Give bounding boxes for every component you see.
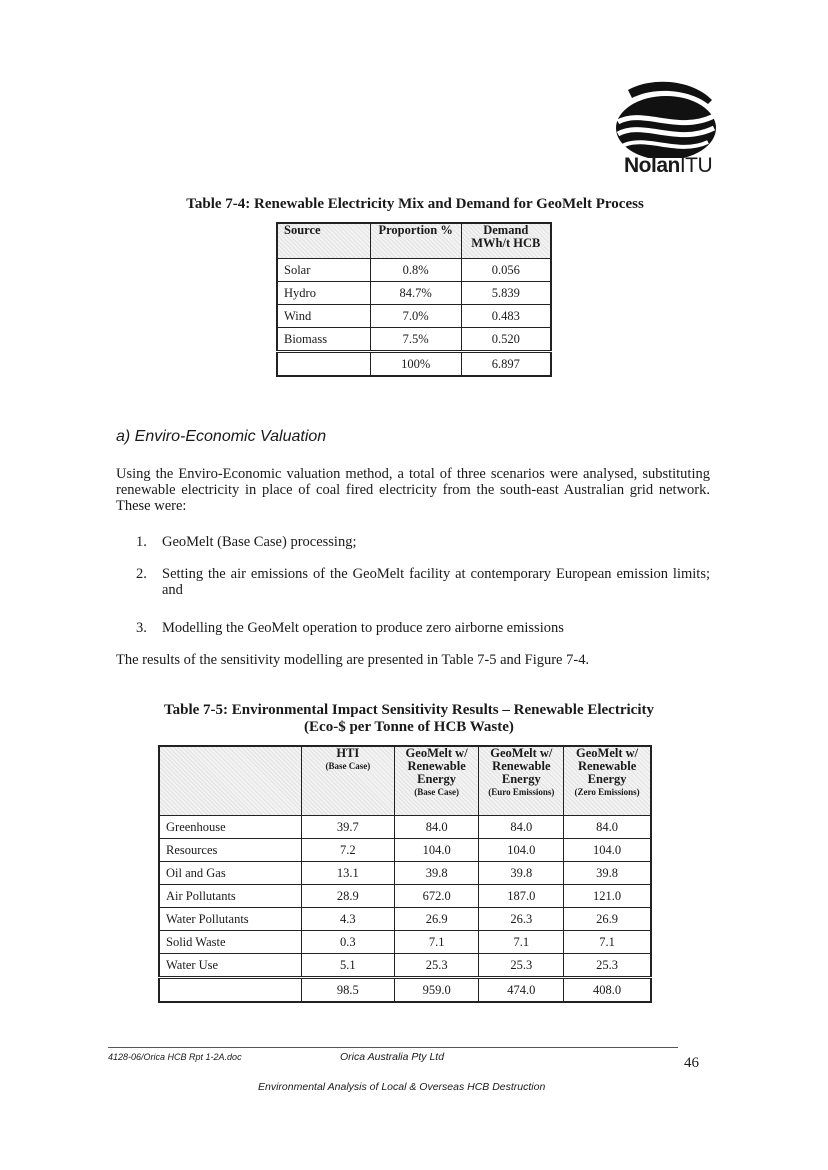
table-cell: 39.8 (479, 862, 564, 885)
table-cell: 98.5 (301, 978, 394, 1003)
col-header: HTI (Base Case) (301, 746, 394, 816)
col-header: Source (277, 223, 370, 259)
table-cell: 0.8% (370, 259, 461, 282)
table-cell: Water Use (159, 954, 301, 978)
table-cell: Oil and Gas (159, 862, 301, 885)
table-cell (159, 978, 301, 1003)
table-row (159, 862, 651, 885)
footer-subtitle: Environmental Analysis of Local & Overseas HCB Destruction (258, 1081, 546, 1093)
table-sensitivity-results (158, 745, 652, 1003)
table-renewable-mix (276, 222, 552, 377)
table-cell: 0.520 (461, 328, 551, 352)
table-row (159, 839, 651, 862)
table-cell: 13.1 (301, 862, 394, 885)
table-cell: Resources (159, 839, 301, 862)
table2-title-line2: (Eco-$ per Tonne of HCB Waste) (304, 719, 514, 735)
list-number: 2. (136, 566, 147, 582)
table-cell: 100% (370, 352, 461, 377)
table-cell: 26.3 (479, 908, 564, 931)
wave-logo-icon (608, 78, 718, 158)
table-cell: 39.7 (301, 816, 394, 839)
table-row (277, 282, 551, 305)
col-header (159, 746, 301, 816)
table-row (159, 931, 651, 954)
intro-paragraph: Using the Enviro-Economic valuation method, a total of three scenarios were analysed, substituting renewable electricity in place of coal fired electricity from the south-east Australian grid network. These were: (116, 466, 710, 514)
table-row (159, 908, 651, 931)
nolan-itu-logo (608, 78, 718, 188)
table-cell (277, 352, 370, 377)
table-cell: 5.839 (461, 282, 551, 305)
table-header-row (159, 746, 651, 816)
col-header: GeoMelt w/ Renewable Energy (Base Case) (394, 746, 479, 816)
col-header: GeoMelt w/ Renewable Energy (Euro Emissions) (479, 746, 564, 816)
table-cell: 26.9 (564, 908, 651, 931)
table-cell: 104.0 (564, 839, 651, 862)
list-item (136, 566, 710, 602)
table-cell: 26.9 (394, 908, 479, 931)
footer-divider (108, 1047, 678, 1048)
footer-filename: 4128-06/Orica HCB Rpt 1-2A.doc (108, 1052, 242, 1062)
table-cell: 0.056 (461, 259, 551, 282)
table-row (277, 305, 551, 328)
table-cell: 84.0 (479, 816, 564, 839)
table-cell: 7.2 (301, 839, 394, 862)
logo-wordmark: NolanITU (624, 154, 713, 177)
table-cell: 7.1 (564, 931, 651, 954)
list-item (136, 620, 710, 638)
table-cell: Solid Waste (159, 931, 301, 954)
table-cell: Solar (277, 259, 370, 282)
list-text: GeoMelt (Base Case) processing; (162, 534, 357, 550)
list-number: 3. (136, 620, 147, 636)
table-cell: 84.0 (394, 816, 479, 839)
table-cell: 5.1 (301, 954, 394, 978)
table2-title (120, 702, 698, 736)
results-sentence: The results of the sensitivity modelling are presented in Table 7-5 and Figure 7-4. (116, 652, 590, 668)
table-cell: 25.3 (479, 954, 564, 978)
table-cell: 0.483 (461, 305, 551, 328)
table-cell: 84.0 (564, 816, 651, 839)
table-cell: Greenhouse (159, 816, 301, 839)
table-cell: 0.3 (301, 931, 394, 954)
table-cell: 187.0 (479, 885, 564, 908)
table-row (277, 259, 551, 282)
table-cell: 28.9 (301, 885, 394, 908)
table-cell: 672.0 (394, 885, 479, 908)
table-cell: 7.5% (370, 328, 461, 352)
table-cell: Biomass (277, 328, 370, 352)
table-cell: 104.0 (394, 839, 479, 862)
table-cell: 7.1 (479, 931, 564, 954)
table-cell: 408.0 (564, 978, 651, 1003)
table-total-row (159, 978, 651, 1003)
table-header-row (277, 223, 551, 259)
table-cell: Hydro (277, 282, 370, 305)
table-cell: Wind (277, 305, 370, 328)
table-row (277, 328, 551, 352)
table1-title: Table 7-4: Renewable Electricity Mix and Demand for GeoMelt Process (186, 196, 644, 212)
table-cell: Water Pollutants (159, 908, 301, 931)
col-header: Demand MWh/t HCB (461, 223, 551, 259)
list-text: Modelling the GeoMelt operation to produce zero airborne emissions (162, 620, 564, 636)
table-cell: 39.8 (564, 862, 651, 885)
table-cell: 39.8 (394, 862, 479, 885)
table-cell: 7.0% (370, 305, 461, 328)
table-cell: 7.1 (394, 931, 479, 954)
col-header: Proportion % (370, 223, 461, 259)
table-cell: 25.3 (564, 954, 651, 978)
table-cell: Air Pollutants (159, 885, 301, 908)
section-heading: a) Enviro-Economic Valuation (116, 428, 327, 445)
table2-title-line1: Table 7-5: Environmental Impact Sensitivity Results – Renewable Electricity (164, 702, 654, 718)
table-total-row (277, 352, 551, 377)
list-text: Setting the air emissions of the GeoMelt facility at contemporary European emission limits; and (162, 566, 710, 598)
table-row (159, 816, 651, 839)
table-cell: 104.0 (479, 839, 564, 862)
table-cell: 6.897 (461, 352, 551, 377)
table-cell: 121.0 (564, 885, 651, 908)
col-header: GeoMelt w/ Renewable Energy (Zero Emissions) (564, 746, 651, 816)
table-row (159, 885, 651, 908)
list-number: 1. (136, 534, 147, 550)
table-cell: 959.0 (394, 978, 479, 1003)
table-cell: 25.3 (394, 954, 479, 978)
footer-company: Orica Australia Pty Ltd (340, 1051, 445, 1063)
table-row (159, 954, 651, 978)
list-item (136, 534, 710, 552)
page-number: 46 (684, 1055, 699, 1071)
table-cell: 84.7% (370, 282, 461, 305)
table-cell: 4.3 (301, 908, 394, 931)
table-cell: 474.0 (479, 978, 564, 1003)
